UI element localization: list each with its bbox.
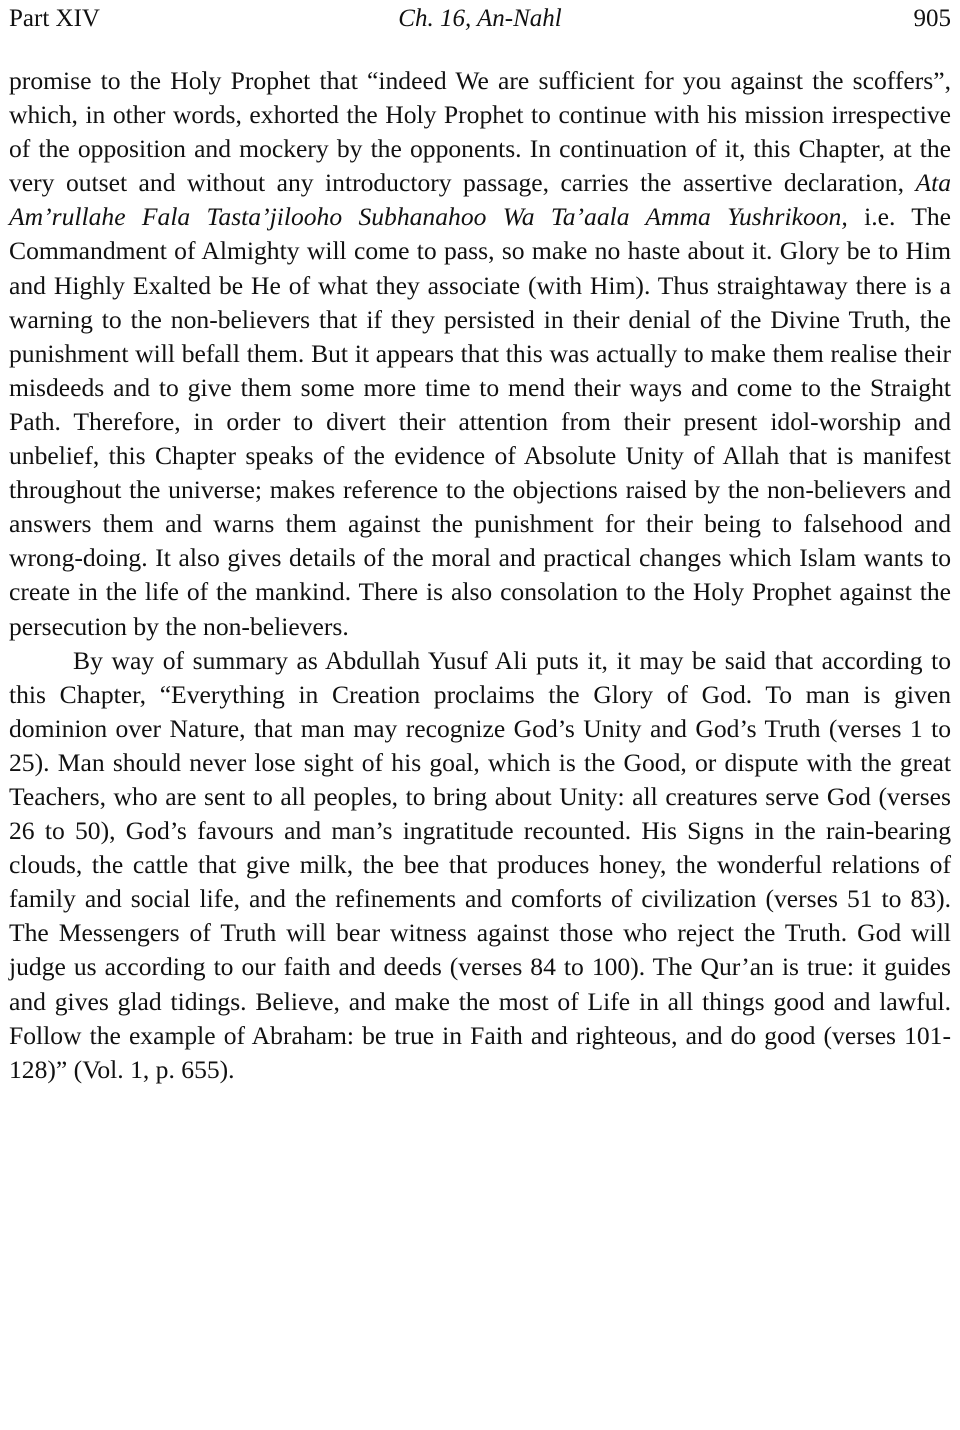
body-text (9, 64, 951, 1087)
part-label: Part XIV (9, 5, 100, 32)
arabic-transliteration: Ata Am’rullahe Fala Tasta’jilooho Subhanahoo Wa Ta’aala Amma Yushrikoon, (9, 168, 951, 232)
paragraph-1-text-after: i.e. The Commandment of Almighty will come to pass, so make no haste about it. Glory be to Him and Highly Exalted be He of what they associate (with Him). Thus straightaway there is a warning to the non-believers that if they persisted in their denial of the Divine Truth, the punishment will befall them. But it appears that this was actually to make them realise their misdeeds and to give them some more time to mend their ways and come to the Straight Path. Therefore, in order to divert their attention from their present idol-worship and unbelief, this Chapter speaks of the evidence of Absolute Unity of Allah that is manifest throughout the universe; makes reference to the objections raised by the non-believers and answers them and warns them against the punishment for their being to falsehood and wrong-doing. It also gives details of the moral and practical changes which Islam wants to create in the life of the mankind. There is also consolation to the Holy Prophet against the persecution by the non-believers. (9, 202, 951, 641)
page-number: 905 (913, 5, 951, 32)
paragraph-1-text-before: promise to the Holy Prophet that “indeed We are sufficient for you against the scoffers”, which, in other words, exhorted the Holy Prophet to continue with his mission irrespective of the opposition and mockery by the opponents. In continuation of it, this Chapter, at the very outset and without any introductory passage, carries the assertive declaration, (9, 66, 951, 198)
paragraph-1 (9, 64, 951, 644)
chapter-title: Ch. 16, An-Nahl (398, 5, 562, 32)
running-header (9, 2, 951, 36)
paragraph-2: By way of summary as Abdullah Yusuf Ali puts it, it may be said that according to this Chapter, “Everything in Creation proclaims the Glory of God. To man is given dominion over Nature, that man may recognize God’s Unity and God’s Truth (verses 1 to 25). Man should never lose sight of his goal, which is the Good, or dispute with the great Teachers, who are sent to all peoples, to bring about Unity: all creatures serve God (verses 26 to 50), God’s favours and man’s ingratitude recounted. His Signs in the rain-bearing clouds, the cattle that give milk, the bee that produces honey, the wonderful relations of family and social life, and the refinements and comforts of civilization (verses 51 to 83). The Messengers of Truth will bear witness against those who reject the Truth. God will judge us according to our faith and deeds (verses 84 to 100). The Qur’an is true: it guides and gives glad tidings. Believe, and make the most of Life in all things good and lawful. Follow the example of Abraham: be true in Faith and righteous, and do good (verses 101-128)” (Vol. 1, p. 655). (9, 645, 951, 1084)
